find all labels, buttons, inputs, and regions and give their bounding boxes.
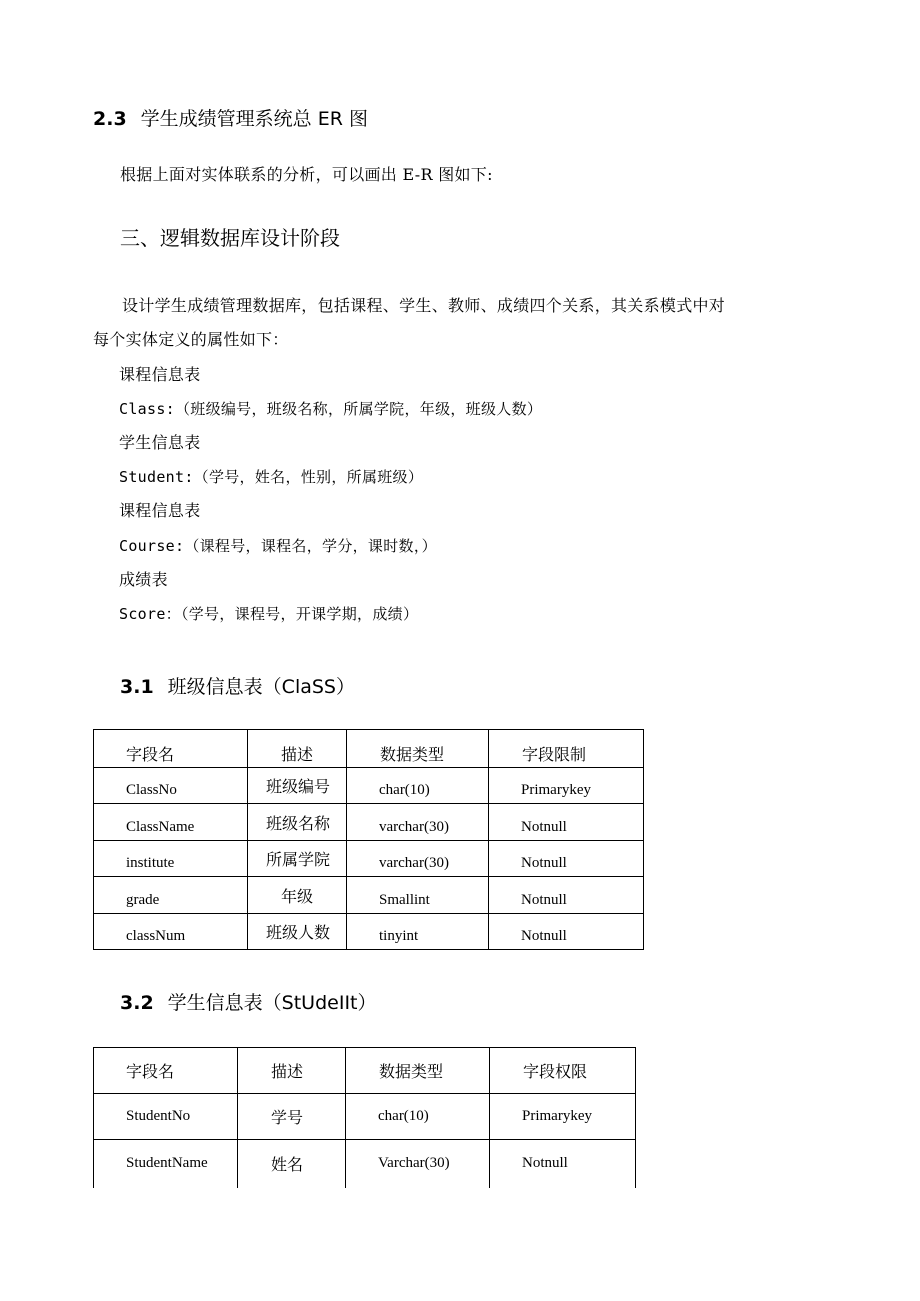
table-cell: institute [94, 841, 248, 877]
header-cell: 数据类型 [347, 730, 489, 768]
table-row [94, 914, 644, 950]
table-cell: tinyint [347, 914, 489, 950]
table-cell: Notnull [489, 877, 644, 914]
table-header-row [94, 730, 644, 768]
table-cell: 姓名 [238, 1140, 346, 1188]
table-row [94, 804, 644, 841]
table-row [94, 841, 644, 877]
section-3-heading: 三、逻辑数据库设计阶段 [120, 226, 340, 250]
header-cell: 描述 [248, 730, 347, 768]
table-cell: Primarykey [490, 1094, 636, 1140]
table-cell: 班级名称 [248, 804, 347, 841]
table-cell: StudentNo [94, 1094, 238, 1140]
header-cell: 字段权限 [490, 1048, 636, 1094]
section-3-1-title: 班级信息表（ClaSS） [167, 676, 355, 698]
table-cell: 年级 [248, 877, 347, 914]
section-3-1-number: 3.1 [120, 676, 154, 698]
relation-name: 成绩表 [119, 570, 168, 589]
section-2-3-heading [93, 104, 368, 131]
table-cell: Notnull [489, 841, 644, 877]
table-cell: grade [94, 877, 248, 914]
table-cell: Notnull [489, 914, 644, 950]
section-3-1-heading [120, 672, 355, 699]
relation-schema: Student:（学号，姓名，性别，所属班级） [119, 468, 424, 486]
relation-name: 学生信息表 [119, 433, 201, 452]
header-cell: 描述 [238, 1048, 346, 1094]
table-cell: Notnull [489, 804, 644, 841]
section-2-3-number: 2.3 [93, 108, 127, 130]
table-row [94, 877, 644, 914]
header-cell: 数据类型 [346, 1048, 490, 1094]
table-cell: char(10) [346, 1094, 490, 1140]
table-cell: ClassName [94, 804, 248, 841]
table-row [94, 1140, 636, 1188]
table-cell: varchar(30) [347, 841, 489, 877]
table-row [94, 768, 644, 804]
section-3-2-number: 3.2 [120, 992, 154, 1014]
student-table [93, 1047, 636, 1188]
table-cell: 学号 [238, 1094, 346, 1140]
section-3-intro-line1: 设计学生成绩管理数据库，包括课程、学生、教师、成绩四个关系，其关系模式中对 [122, 296, 726, 315]
header-cell: 字段名 [94, 1048, 238, 1094]
table-header-row [94, 1048, 636, 1094]
relation-name: 课程信息表 [119, 501, 201, 520]
header-cell: 字段名 [94, 730, 248, 768]
table-cell: ClassNo [94, 768, 248, 804]
table-cell: Smallint [347, 877, 489, 914]
class-table [93, 729, 644, 950]
table-cell: char(10) [347, 768, 489, 804]
section-3-intro-line2: 每个实体定义的属性如下： [93, 330, 289, 349]
section-2-3-title: 学生成绩管理系统总 ER 图 [140, 108, 368, 130]
table-cell: Varchar(30) [346, 1140, 490, 1188]
relation-name: 课程信息表 [119, 365, 201, 384]
table-cell: StudentName [94, 1140, 238, 1188]
table-cell: 所属学院 [248, 841, 347, 877]
table-cell: 班级编号 [248, 768, 347, 804]
table-cell: varchar(30) [347, 804, 489, 841]
section-2-3-paragraph: 根据上面对实体联系的分析，可以画出 E-R 图如下: [120, 165, 493, 184]
table-cell: Notnull [490, 1140, 636, 1188]
table-cell: 班级人数 [248, 914, 347, 950]
table-cell: classNum [94, 914, 248, 950]
header-cell: 字段限制 [489, 730, 644, 768]
relation-schema: Score：（学号，课程号，开课学期，成绩） [119, 605, 419, 623]
relation-schema: Course:（课程号，课程名，学分，课时数，） [119, 537, 437, 555]
relation-schema: Class:（班级编号，班级名称，所属学院，年级，班级人数） [119, 400, 543, 418]
table-row [94, 1094, 636, 1140]
section-3-2-heading [120, 988, 377, 1015]
section-3-2-title: 学生信息表（StUdeIIt） [167, 992, 377, 1014]
table-cell: Primarykey [489, 768, 644, 804]
